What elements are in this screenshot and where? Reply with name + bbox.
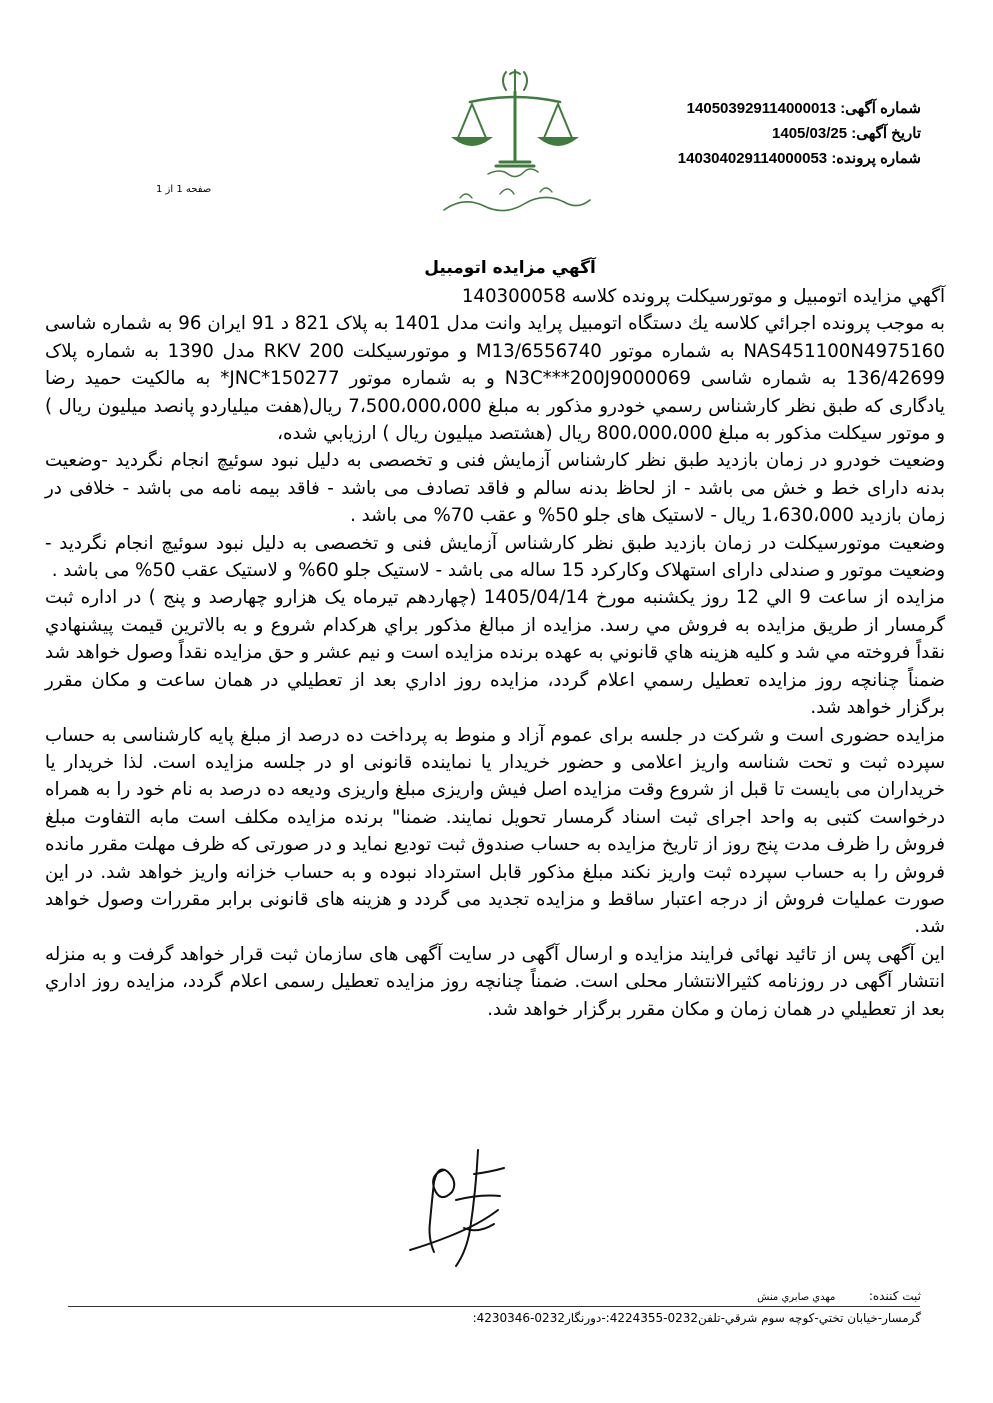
registrar-label: ثبت کننده:	[868, 1289, 921, 1303]
file-number: 140304029114000053	[677, 150, 828, 167]
registrar-name: مهدي صابري منش	[757, 1292, 836, 1303]
ad-date-label: تاریخ آگهی:	[851, 125, 921, 142]
notice-meta	[601, 96, 921, 171]
ad-number-label: شماره آگهی:	[840, 100, 921, 117]
file-number-row	[601, 146, 921, 171]
paragraph-car-condition: وضعیت خودرو در زمان بازدید طبق نظر کارشناس آزمایش فنی و تخصصی به دلیل نبود سوئیچ انجام نگردید -وضعیت بدنه دارای خط و خش می باشد - از لحاظ بدنه سالم و فاقد تصادف می باشد - فاقد بیمه نامه می باشد - خلافی در زمان بازدید 1،630،000 ریال - لاستیک های جلو 50% و عقب 70% می باشد .	[45, 450, 945, 527]
file-number-label: شماره پرونده:	[831, 150, 921, 167]
footer-divider	[68, 1306, 920, 1307]
ad-number: 140503929114000013	[686, 100, 837, 117]
notice-title: آگهي مزايده اتومبيل	[424, 258, 596, 278]
ad-date: 1405/03/25	[772, 125, 848, 142]
paragraph-publication: این آگهی پس از تائید نهائی فرایند مزایده و ارسال آگهی در سایت آگهی های سازمان ثبت قرار خواهد گرفت و به منزله انتشار آگهی در روزنامه کثیرالانتشار محلی است. ضمناً چنانچه روز مزایده تعطیل رسمی اعلام گردد، مزايده روز اداري بعد از تعطيلي در همان زمان و مكان مقرر برگزار خواهد شد.	[45, 943, 945, 1020]
judiciary-emblem-logo	[430, 62, 600, 224]
paragraph-participation-terms: مزایده حضوری است و شرکت در جلسه برای عموم آزاد و منوط به پرداخت ده درصد از مبلغ پایه کارشناسی به حساب سپرده ثبت و تحت شناسه واریز اعلامی و حضور خریدار یا نماینده قانونی او در جلسه مزایده است. لذا خریدار یا خریداران می بایست تا قبل از شروع وقت مزایده اصل فیش واریزی مبلغ واریزی ودیعه ده درصد به نام خود را به همراه درخواست کتبی به واحد اجرای ثبت اسناد گرمسار تحویل نمایند. ضمنا" برنده مزایده مکلف است مابه التفاوت مبلغ فروش را ظرف مدت پنج روز از تاریخ مزایده به حساب صندوق ثبت تودیع نماید و در صورتی که ظرف مهلت مقرر مانده فروش را به حساب سپرده ثبت واریز نکند مبلغ مذکور قابل استرداد نبوده و به حساب خزانه واریز خواهد شد. در این صورت عملیات فروش از درجه اعتبار ساقط و مزایده تجدید می گردد و هزینه های قانونی برابر مقررات وصول خواهد شد.	[45, 724, 945, 938]
ad-number-row	[601, 96, 921, 121]
paragraph-auction-time: مزايده از ساعت 9 الي 12 روز یکشنبه مورخ 1405/04/14 (چهاردهم تیرماه یک هزارو چهارصد و پنج ) در اداره ثبت گرمسار از طريق مزايده به فروش مي رسد. مزايده از مبالغ مذكور براي هركدام شروع و به بالاترين قيمت پيشنهادي نقداً فروخته مي شد و كليه هزينه هاي قانوني به عهده برنده مزايده است و نيم عشر و حق مزايده نقداً وصول خواهد شد ضمناً چنانچه روز مزايده تعطيل رسمي اعلام گردد، مزايده روز اداري بعد از تعطيلي در همان ساعت و مكان مقرر برگزار خواهد شد.	[45, 587, 945, 719]
registrar	[681, 1289, 921, 1303]
paragraph-vehicle-details: به موجب پرونده اجرائي كلاسه يك دستگاه اتومبيل پرايد وانت مدل 1401 به پلاک 821 د 91 ايران 96 به شماره شاسی NAS451100N4975160 به شماره موتور M13/6556740 و موتورسیکلت RKV 200 مدل 1390 به شماره پلاک 136/42699 به شماره شاسی N3C***200J9000069 و به شماره موتور JNC*150277* به مالکیت حمید رضا یادگاری که طبق نظر کارشناس رسمي خودرو مذکور به مبلغ 7،500،000،000 ريال(هفت میلیاردو پانصد میلیون ریال ) و موتور سیکلت مذکور به مبلغ 800،000،000 ريال (هشتصد میلیون ریال ) ارزيابي شده،	[45, 313, 945, 445]
paragraph-motorcycle-condition: وضعیت موتورسیکلت در زمان بازدید طبق نظر کارشناس آزمایش فنی و تخصصی به دلیل نبود سوئیچ انجام نگردید - وضعیت موتور و صندلی دارای استهلاک وکارکرد 15 ساله می باشد - لاستیک جلو 60% و لاستیک عقب 50% می باشد .	[45, 532, 945, 582]
notice-body	[45, 283, 945, 1023]
ad-date-row	[601, 121, 921, 146]
signature	[396, 1140, 536, 1280]
page-indicator: صفحه 1 از 1	[156, 184, 212, 195]
footer-address: گرمسار-خيابان تختي-كوچه سوم شرقي-تلفن0232-4224355:-دورنگار0232-4230346:	[472, 1311, 921, 1325]
paragraph-file-reference: آگهي مزايده اتومبيل و موتورسيكلت پرونده كلاسه 140300058	[461, 286, 945, 307]
